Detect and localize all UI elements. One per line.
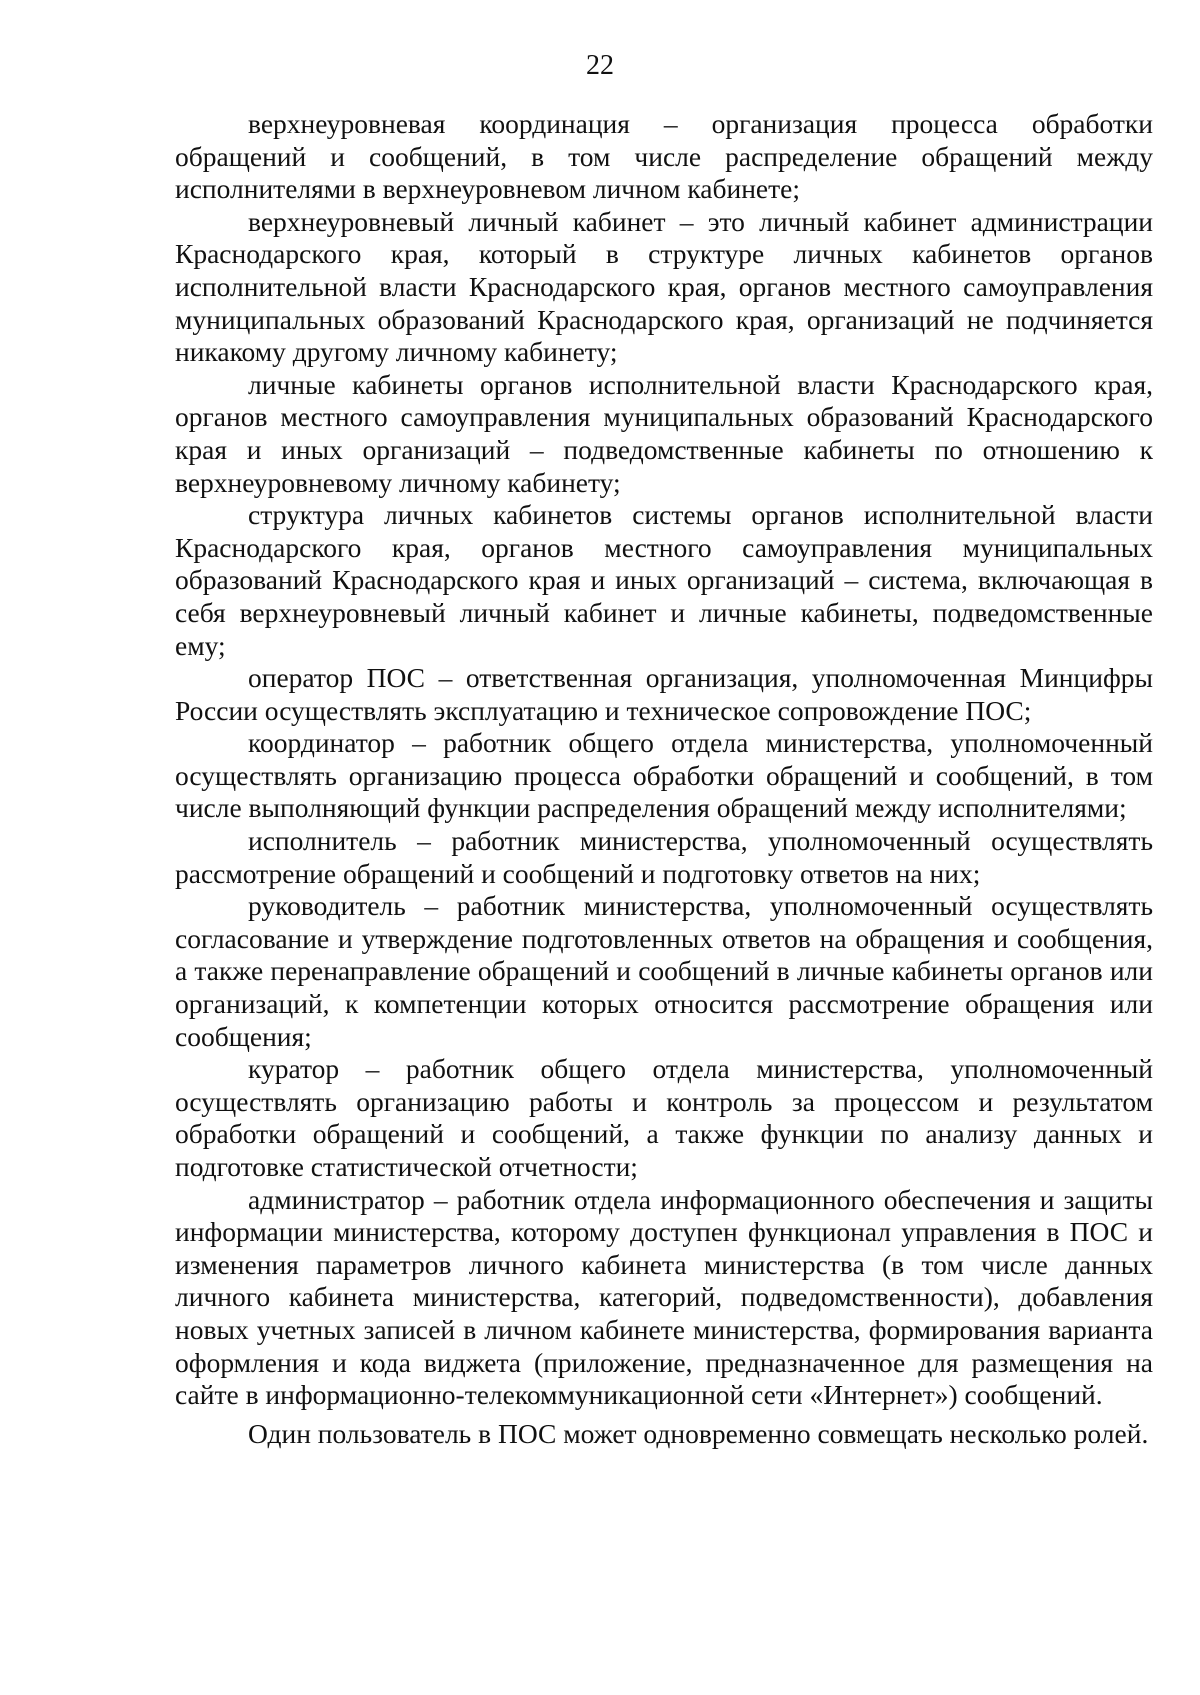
- paragraph-manager: руководитель – работник министерства, уполномоченный осуществлять согласование и утверждение подготовленных ответов на обращения и сообщения, а также перенаправление обращений и сообщений в личные кабинеты органов или организаций, к компетенции которых относится рассмотрение обращения или сообщения;: [175, 890, 1153, 1052]
- paragraph-cabinet-structure: структура личных кабинетов системы органов исполнительной власти Краснодарского края, органов местного самоуправления муниципальных образований Краснодарского края и иных организаций – система, включающая в себя верхнеуровневый личный кабинет и личные кабинеты, подведомственные ему;: [175, 499, 1153, 661]
- page-number: 22: [586, 50, 614, 81]
- paragraph-curator: куратор – работник общего отдела министерства, уполномоченный осуществлять организацию работы и контроль за процессом и результатом обработки обращений и сообщений, а также функции по анализу данных и подготовке статистической отчетности;: [175, 1053, 1153, 1182]
- document-body: [175, 108, 1153, 1450]
- paragraph-top-level-coordination: верхнеуровневая координация – организация процесса обработки обращений и сообщений, в том числе распределение обращений между исполнителями в верхнеуровневом личном кабинете;: [175, 108, 1153, 205]
- paragraph-administrator: администратор – работник отдела информационного обеспечения и защиты информации министерства, которому доступен функционал управления в ПОС и изменения параметров личного кабинета министерства (в том числе данных личного кабинета министерства, категорий, подведомственности), добавления новых учетных записей в личном кабинете министерства, формирования варианта оформления и кода виджета (приложение, предназначенное для размещения на сайте в информационно-телекоммуникационной сети «Интернет») сообщений.: [175, 1183, 1153, 1411]
- paragraph-executor: исполнитель – работник министерства, уполномоченный осуществлять рассмотрение обращений и сообщений и подготовку ответов на них;: [175, 825, 1153, 889]
- paragraph-combined-roles: Один пользователь в ПОС может одновременно совмещать несколько ролей.: [248, 1417, 1149, 1449]
- paragraph-pos-operator: оператор ПОС – ответственная организация, уполномоченная Минцифры России осуществлять эксплуатацию и техническое сопровождение ПОС;: [175, 662, 1153, 726]
- paragraph-personal-cabinets: личные кабинеты органов исполнительной власти Краснодарского края, органов местного самоуправления муниципальных образований Краснодарского края и иных организаций – подведомственные кабинеты по отношению к верхнеуровневому личному кабинету;: [175, 368, 1153, 498]
- paragraph-top-level-cabinet: верхнеуровневый личный кабинет – это личный кабинет администрации Краснодарского края, который в структуре личных кабинетов органов исполнительной власти Краснодарского края, органов местного самоуправления муниципальных образований Краснодарского края, организаций не подчиняется никакому другому личному кабинету;: [175, 205, 1153, 368]
- paragraph-coordinator: координатор – работник общего отдела министерства, уполномоченный осуществлять организацию процесса обработки обращений и сообщений, в том числе выполняющий функции распределения обращений между исполнителями;: [175, 727, 1153, 824]
